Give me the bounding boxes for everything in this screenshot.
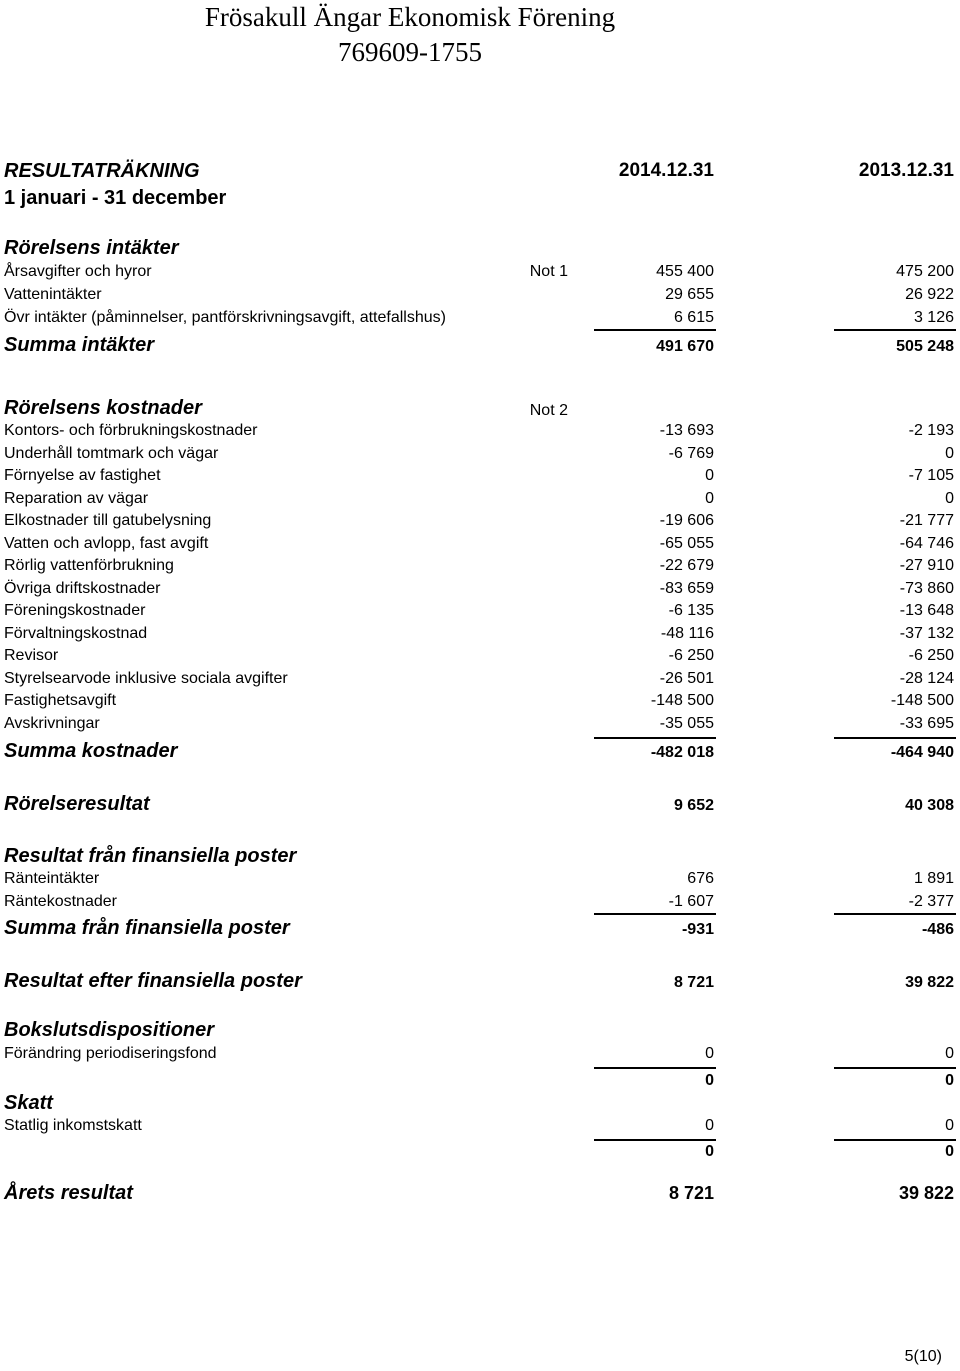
line-item-value-2014: 0	[705, 489, 714, 507]
line-item-value-2013: -7 105	[908, 467, 954, 484]
line-item-value-2014: 6 615	[673, 309, 714, 326]
line-item-label: Övriga driftskostnader	[4, 579, 161, 597]
page-number: 5(10)	[904, 1348, 942, 1365]
line-item-value-2014: -1 607	[668, 893, 714, 910]
line-item-label: Övr intäkter (påminnelser, pantförskrivningsavgift, attefallshus)	[4, 309, 446, 326]
line-item-label: Reparation av vägar	[4, 489, 149, 507]
line-item-label: Fastighetsavgift	[4, 692, 117, 709]
line-item-row	[4, 512, 954, 534]
line-item-value-2013: 0	[945, 489, 954, 507]
operating-result-2014: 9 652	[673, 797, 714, 814]
year-result-2013: 39 822	[898, 1183, 954, 1203]
line-item-label: Årsavgifter och hyror	[4, 263, 152, 280]
line-item-value-2013: -21 777	[899, 512, 954, 529]
line-item-row	[4, 467, 954, 489]
operating-result-row	[4, 793, 954, 819]
revenue-heading: Rörelsens intäkter	[4, 237, 179, 259]
appropriations-sum-2014: 0	[705, 1072, 714, 1089]
line-item-label: Avskrivningar	[4, 714, 100, 732]
line-item-value-2013: -73 860	[899, 579, 954, 597]
line-item-row	[4, 647, 954, 669]
appropriations-underline-2013	[834, 1067, 956, 1069]
costs-heading-row	[4, 397, 954, 423]
financial-heading-row	[4, 845, 954, 871]
line-item-value-2013: -37 132	[899, 624, 954, 642]
line-item-label: Styrelsearvode inklusive sociala avgifter	[4, 669, 288, 687]
costs-total-2014: -482 018	[650, 744, 714, 761]
line-item-value-2014: -22 679	[659, 557, 714, 574]
report-title: RESULTATRÄKNING	[4, 160, 200, 182]
year-result-row	[4, 1182, 954, 1208]
line-item-row	[4, 870, 954, 892]
line-item-label: Förnyelse av fastighet	[4, 467, 161, 484]
tax-row	[4, 1117, 954, 1139]
tax-heading: Skatt	[4, 1092, 53, 1114]
line-item-label: Räntekostnader	[4, 893, 117, 910]
costs-total-2013: -464 940	[890, 744, 954, 761]
report-title-row	[4, 160, 954, 186]
line-item-value-2013: 26 922	[905, 286, 954, 303]
financial-total-row	[4, 917, 954, 943]
after-financial-2013: 39 822	[905, 974, 954, 991]
line-item-label: Vattenintäkter	[4, 286, 102, 303]
year-result-label: Årets resultat	[4, 1182, 133, 1204]
after-financial-label: Resultat efter finansiella poster	[4, 970, 302, 992]
line-item-row	[4, 263, 954, 285]
appropriations-row	[4, 1045, 954, 1067]
tax-row-label: Statlig inkomstskatt	[4, 1117, 142, 1134]
tax-row-2014: 0	[705, 1117, 714, 1134]
tax-underline-2013	[834, 1139, 956, 1141]
costs-total-row	[4, 740, 954, 766]
org-number: 769609-1755	[338, 37, 482, 67]
financial-underline-2014	[594, 913, 716, 915]
line-item-value-2013: -148 500	[890, 692, 954, 709]
financial-total-label: Summa från finansiella poster	[4, 917, 290, 939]
line-item-row	[4, 580, 954, 602]
line-item-label: Rörlig vattenförbrukning	[4, 557, 174, 574]
line-item-value-2014: -19 606	[659, 512, 714, 529]
financial-underline-2013	[834, 913, 956, 915]
line-item-row	[4, 309, 954, 331]
tax-sum-row	[4, 1143, 954, 1165]
line-item-value-2013: 475 200	[896, 263, 954, 280]
year-result-2014: 8 721	[668, 1183, 714, 1203]
revenue-underline-2014	[594, 329, 716, 331]
line-item-value-2013: -2 193	[908, 422, 954, 439]
line-item-value-2014: -6 250	[668, 647, 714, 664]
line-item-value-2013: -6 250	[908, 647, 954, 664]
revenue-heading-row	[4, 237, 954, 263]
line-item-note: Not 1	[529, 263, 568, 280]
line-item-row	[4, 715, 954, 737]
line-item-value-2014: -65 055	[659, 534, 714, 552]
line-item-row	[4, 692, 954, 714]
costs-heading: Rörelsens kostnader	[4, 397, 202, 419]
line-item-label: Elkostnader till gatubelysning	[4, 512, 212, 529]
revenue-underline-2013	[834, 329, 956, 331]
tax-underline-2014	[594, 1139, 716, 1141]
financial-total-2013: -486	[921, 921, 954, 938]
line-item-row	[4, 893, 954, 915]
line-item-value-2013: 1 891	[913, 870, 954, 887]
line-item-value-2013: -2 377	[908, 893, 954, 910]
operating-result-2013: 40 308	[905, 797, 954, 814]
line-item-label: Förvaltningskostnad	[4, 624, 148, 642]
line-item-row	[4, 670, 954, 692]
tax-sum-2013: 0	[945, 1143, 954, 1160]
line-item-label: Revisor	[4, 647, 59, 664]
line-item-value-2013: 3 126	[913, 309, 954, 326]
revenue-total-label: Summa intäkter	[4, 334, 155, 356]
line-item-label: Föreningskostnader	[4, 602, 146, 619]
line-item-value-2014: 0	[705, 467, 714, 484]
line-item-row	[4, 490, 954, 512]
line-item-value-2014: -83 659	[659, 579, 714, 597]
column-header-2014: 2014.12.31	[618, 160, 714, 181]
line-item-value-2014: -26 501	[659, 669, 714, 687]
costs-note: Not 2	[529, 402, 568, 419]
revenue-total-2013: 505 248	[896, 338, 954, 355]
appropriations-sum-row	[4, 1072, 954, 1094]
line-item-row	[4, 602, 954, 624]
line-item-value-2014: -13 693	[659, 422, 714, 439]
costs-total-label: Summa kostnader	[4, 740, 178, 762]
line-item-value-2014: -6 769	[668, 444, 714, 462]
after-financial-row	[4, 970, 954, 996]
revenue-total-row	[4, 334, 954, 360]
line-item-value-2013: -28 124	[899, 669, 954, 687]
appropriations-row-2014: 0	[705, 1045, 714, 1062]
costs-underline-2013	[834, 737, 956, 739]
line-item-value-2013: -64 746	[899, 534, 954, 552]
line-item-label: Vatten och avlopp, fast avgift	[4, 534, 209, 552]
appropriations-row-label: Förändring periodiseringsfond	[4, 1045, 217, 1062]
line-item-value-2014: -48 116	[660, 624, 714, 642]
line-item-value-2013: -27 910	[899, 557, 954, 574]
appropriations-heading-row	[4, 1019, 954, 1045]
line-item-value-2013: 0	[945, 444, 954, 462]
line-item-value-2014: -35 055	[659, 714, 714, 732]
costs-underline-2014	[594, 737, 716, 739]
line-item-value-2014: 455 400	[656, 263, 714, 280]
column-header-2013: 2013.12.31	[858, 160, 954, 181]
financial-heading: Resultat från finansiella poster	[4, 845, 297, 867]
line-item-value-2014: 29 655	[665, 286, 714, 303]
financial-total-2014: -931	[681, 921, 714, 938]
tax-heading-row	[4, 1092, 954, 1118]
appropriations-sum-2013: 0	[945, 1072, 954, 1089]
line-item-row	[4, 625, 954, 647]
line-item-row	[4, 557, 954, 579]
line-item-row	[4, 535, 954, 557]
revenue-total-2014: 491 670	[656, 338, 714, 355]
line-item-value-2014: 676	[687, 870, 714, 887]
tax-sum-2014: 0	[705, 1143, 714, 1160]
appropriations-heading: Bokslutsdispositioner	[4, 1019, 215, 1041]
line-item-row	[4, 422, 954, 444]
line-item-value-2013: -13 648	[899, 602, 954, 619]
line-item-value-2013: -33 695	[899, 714, 954, 732]
line-item-value-2014: -148 500	[650, 692, 714, 709]
after-financial-2014: 8 721	[673, 974, 714, 991]
appropriations-underline-2014	[594, 1067, 716, 1069]
period-row	[4, 187, 954, 213]
line-item-row	[4, 445, 954, 467]
tax-row-2013: 0	[945, 1117, 954, 1134]
operating-result-label: Rörelseresultat	[4, 793, 150, 815]
report-period: 1 januari - 31 december	[4, 187, 227, 209]
line-item-value-2014: -6 135	[668, 602, 714, 619]
line-item-label: Ränteintäkter	[4, 870, 100, 887]
appropriations-row-2013: 0	[945, 1045, 954, 1062]
company-name: Frösakull Ängar Ekonomisk Förening	[204, 2, 616, 32]
line-item-row	[4, 286, 954, 308]
line-item-label: Kontors- och förbrukningskostnader	[4, 422, 258, 439]
line-item-label: Underhåll tomtmark och vägar	[4, 444, 219, 462]
